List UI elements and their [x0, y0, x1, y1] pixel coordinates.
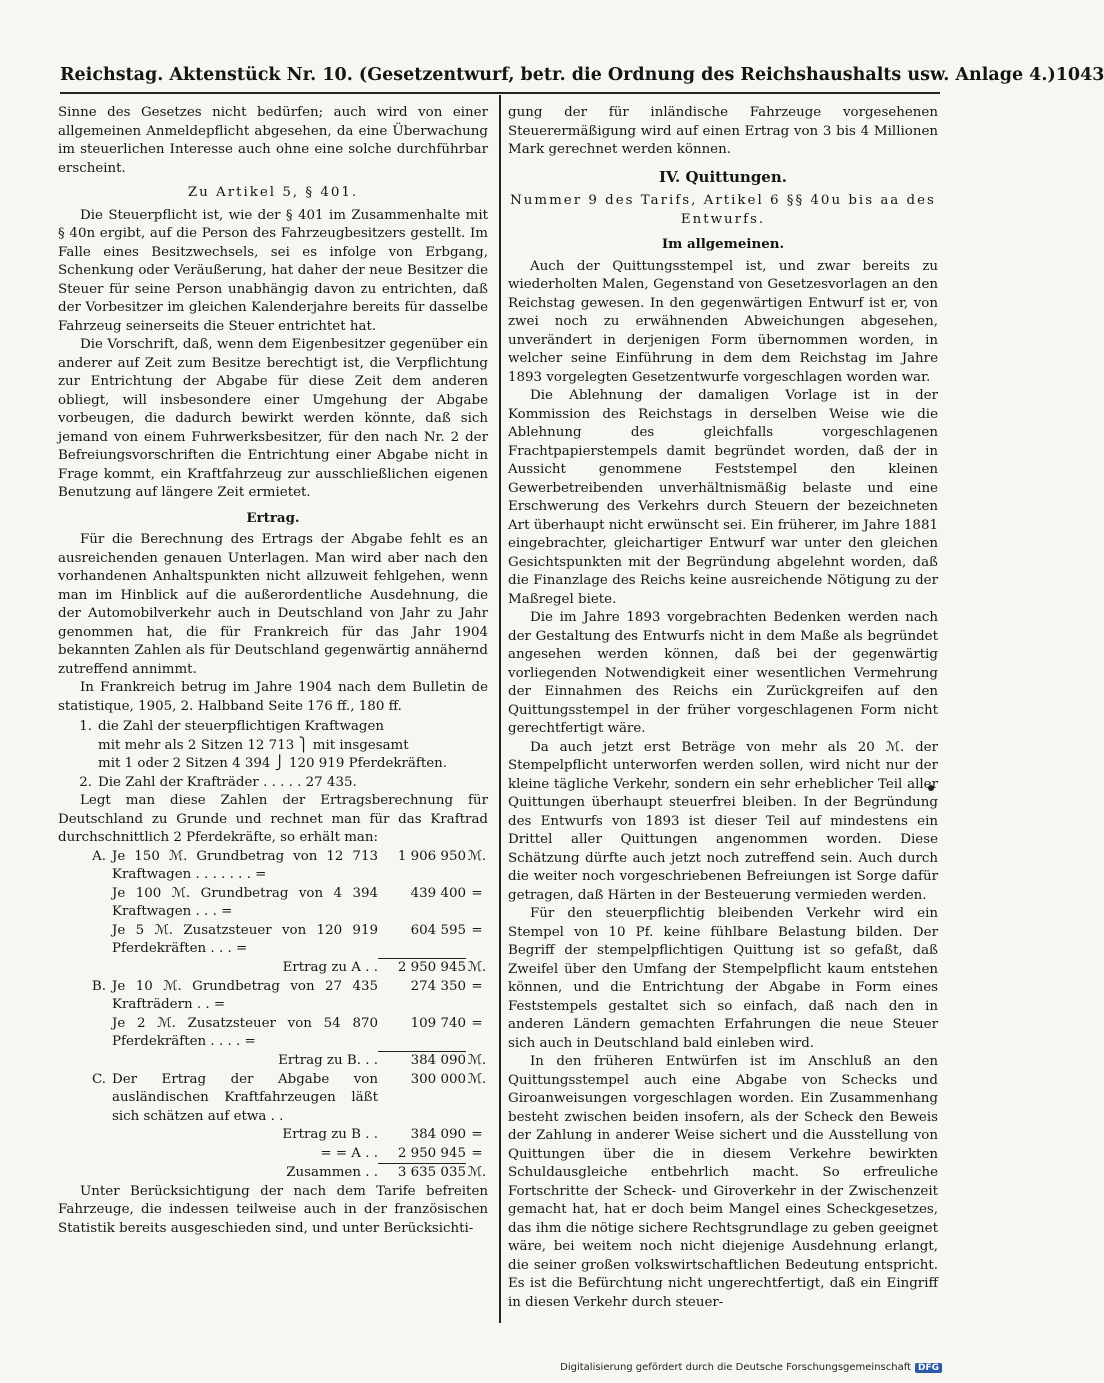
- calc-amount: 300 000: [410, 1071, 466, 1087]
- list-text: [98, 718, 447, 774]
- paragraph: Sinne des Gesetzes nicht bedürfen; auch wird von einer allgemeinen Anmeldepflicht abgesehen, da eine Überwachung im steuerlichen Interesse auch ohne eine solche durchführbar erscheint.: [58, 105, 488, 176]
- calc-currency: =: [471, 885, 483, 901]
- calc-amount: 1 906 950: [397, 848, 466, 864]
- calc-amount: 439 400: [410, 885, 466, 901]
- calc-row: [58, 885, 488, 922]
- calc-description: Je 100 ℳ. Grundbetrag von 4 394 Kraftwagen . . . =: [112, 885, 378, 919]
- calc-label: [58, 922, 112, 959]
- section-heading: Ertrag.: [246, 509, 300, 526]
- list-item: [58, 774, 488, 793]
- section-heading: Zu Artikel 5, § 401.: [187, 185, 359, 200]
- left-column: [58, 104, 488, 1238]
- calc-currency: ℳ.: [467, 848, 487, 864]
- list-number: 2.: [79, 774, 92, 790]
- column-divider: [499, 95, 501, 1323]
- right-column: [508, 104, 938, 1312]
- calc-amount: 3 635 035: [397, 1165, 466, 1180]
- calc-amount: 2 950 945: [397, 960, 466, 975]
- calc-description: Je 5 ℳ. Zusatzsteuer von 120 919 Pferdekräften . . . =: [112, 922, 378, 956]
- calc-row: [58, 1145, 488, 1164]
- calc-description: = = A . .: [320, 1145, 378, 1161]
- list-text: Die Zahl der Krafträder . . . . . 27 435.: [98, 774, 357, 790]
- calc-amount: 274 350: [410, 978, 466, 994]
- calc-currency: ℳ.: [467, 1164, 487, 1180]
- calc-label: [58, 1015, 112, 1052]
- statistics-list: [58, 718, 488, 792]
- calc-row: [58, 1126, 488, 1145]
- calc-amount: 604 595: [378, 922, 466, 959]
- paragraph: Die Ablehnung der damaligen Vorlage ist in der Kommission des Reichstags in derselben Weise wie die Ablehnung des gleichfalls vorgeschlagenen Frachtpapierstempels damit begründet worden, daß der in Aussicht genommene Feststempel den kleinen Gewerbetreibenden unverhältnismäßig belaste und eine Erschwerung des Verkehrs durch Steuern der bezeichneten Art überhaupt nicht erwünscht sei. Ein früherer, im Jahre 1881 eingebrachter, gleichartiger Entwurf war unter den gleichen Gesichtspunkten mit der Begründung abgelehnt worden, daß die Finanzlage des Reichs keine ausreichende Nötigung zu der Maßregel biete.: [508, 388, 938, 607]
- calc-amount: 384 090: [410, 1127, 466, 1142]
- calc-description: Der Ertrag der Abgabe von ausländischen Kraftfahrzeugen läßt sich schätzen auf etwa . .: [112, 1071, 378, 1124]
- calc-description: Ertrag zu B . .: [282, 1127, 378, 1142]
- paragraph: gung der für inländische Fahrzeuge vorgesehenen Steuerermäßigung wird auf einen Ertrag von 3 bis 4 Millionen Mark gerechnet werden können.: [508, 105, 938, 157]
- calc-label: B.: [91, 978, 106, 994]
- section-title: IV. Quittungen.: [659, 167, 787, 186]
- calc-row: [58, 978, 488, 1015]
- calc-currency: ℳ.: [467, 959, 487, 975]
- paragraph: In Frankreich betrug im Jahre 1904 nach dem Bulletin de statistique, 1905, 2. Halbband Seite 176 ff., 180 ff.: [58, 680, 488, 714]
- calc-label: C.: [91, 1071, 106, 1087]
- paragraph: Für den steuerpflichtig bleibenden Verkehr wird ein Stempel von 10 Pf. keine fühlbare Belastung bilden. Der Begriff der stempelpflichtigen Quittung ist so gefaßt, daß Zweifel über den Umfang der Stempelpflicht kaum entstehen können, und die Entrichtung der Abgabe in Form eines Feststempels gestaltet sich so einfach, daß nach den in anderen Ländern gemachten Erfahrungen die neue Steuer sich auch in Deutschland bald einleben wird.: [508, 906, 938, 1051]
- paragraph: In den früheren Entwürfen ist im Anschluß an den Quittungsstempel auch eine Abgabe von Schecks und Giroanweisungen vorgeschlagen worden. Ein Zusammenhang besteht zwischen beiden insofern, als der Scheck den Beweis der Zahlung in anderer Weise sichert und die Ausstellung von Quittungen über die in diesem Verkehre bewirkten Schuldausgleiche entbehrlich macht. So erfreuliche Fortschritte der Scheck- und Giroverkehr in der Zwischenzeit gemacht hat, hat er doch beim Mangel eines Scheckgesetzes, das ihm die nötige sichere Rechtsgrundlage zu geben geeignet wäre, bei weitem noch nicht diejenige Ausdehnung erlangt, die seiner großen volkswirtschaftlichen Bedeutung entspricht. Es ist die Befürchtung nicht ungerechtfertigt, daß ein Eingriff in diesen Verkehr durch steuer-: [508, 1054, 938, 1310]
- calc-currency: =: [471, 978, 483, 994]
- calc-description: Zusammen . .: [286, 1164, 378, 1180]
- paragraph: Die Steuerpflicht ist, wie der § 401 im Zusammenhalte mit § 40n ergibt, auf die Person des Fahrzeugbesitzers gestellt. Im Falle eines Besitzwechsels, sei es infolge von Erbgang, Schenkung oder Veräußerung, hat daher der neue Besitzer die Steuer für seine Person unabhängig davon zu entrichten, daß der Vorbesitzer im gleichen Kalenderjahre bereits für dasselbe Fahrzeug seinerseits die Steuer entrichtet hat.: [58, 207, 488, 334]
- calc-amount: 384 090: [410, 1053, 466, 1068]
- calc-currency: =: [471, 922, 483, 938]
- calc-row: [58, 1015, 488, 1052]
- calc-label: [58, 885, 112, 922]
- calc-label: A.: [92, 848, 106, 864]
- paragraph: Da auch jetzt erst Beträge von mehr als 20 ℳ. der Stempelpflicht unterworfen werden sollen, wird nicht nur der kleine tägliche Verkehr, sondern ein sehr erheblicher Teil aller Quittungen überhaupt steuerfrei bleiben. In der Begründung des Entwurfs von 1893 ist dieser Teil auf mindestens ein Drittel aller Quittungen angenommen worden. Diese Schätzung dürfte auch jetzt noch zutreffend sein. Auch durch die weiter noch vorgeschriebenen Befreiungen ist Sorge dafür getragen, daß Härten in der Besteuerung vermieden werden.: [508, 739, 938, 903]
- paragraph: Die Vorschrift, daß, wenn dem Eigenbesitzer gegenüber ein anderer auf Zeit zum Besitze berechtigt ist, die Verpflichtung zur Entrichtung der Abgabe für diese Zeit dem anderen obliegt, will insbesondere einer Umgehung der Abgabe vorbeugen, die dadurch bewirkt werden könnte, daß sich jemand von einem Fuhrwerksbesitzer, für den nach Nr. 2 der Befreiungsvorschriften die Entrichtung einer Abgabe nicht in Frage kommt, ein Kraftfahrzeug zur ausschließlichen eigenen Benutzung auf längere Zeit ermietet.: [58, 337, 488, 500]
- calc-row: [58, 959, 488, 978]
- calc-currency: ℳ.: [467, 1052, 487, 1068]
- paragraph: Legt man diese Zahlen der Ertragsberechnung für Deutschland zu Grunde und rechnet man für das Kraftrad durchschnittlich 2 Pferdekräfte, so erhält man:: [58, 793, 488, 845]
- page-number: 1043: [1055, 65, 1104, 85]
- calc-currency: =: [471, 1015, 483, 1031]
- calc-row: [58, 1052, 488, 1071]
- calc-label: [58, 1052, 112, 1071]
- calc-currency: =: [471, 1127, 483, 1142]
- calc-row: [58, 848, 488, 885]
- calc-description: Je 2 ℳ. Zusatzsteuer von 54 870 Pferdekräften . . . . =: [112, 1015, 378, 1049]
- dfg-logo: DFG: [915, 1363, 942, 1373]
- calc-amount: 109 740: [378, 1015, 466, 1052]
- calc-description: Ertrag zu B. . .: [278, 1052, 378, 1068]
- calc-description: Je 10 ℳ. Grundbetrag von 27 435 Krafträdern . . =: [112, 978, 378, 1012]
- revenue-calculation-table: [58, 848, 488, 1183]
- calc-label: [58, 1164, 112, 1183]
- digitization-footer: [560, 1362, 942, 1373]
- paragraph: Die im Jahre 1893 vorgebrachten Bedenken werden nach der Gestaltung des Entwurfs nicht in dem Maße als begründet angesehen werden können, daß bei der gegenwärtig vorliegenden Notwendigkeit einer wesentlichen Vermehrung der Einnahmen des Reichs ein Zurückgreifen auf den Quittungsstempel in der früher vorgeschlagenen Form nicht gerechtfertigt wäre.: [508, 610, 938, 736]
- calc-row: [58, 1164, 488, 1183]
- calc-label: [58, 1126, 112, 1145]
- list-line: mit mehr als 2 Sitzen 12 713 ⎫ mit insgesamt: [98, 737, 409, 753]
- paragraph: Unter Berücksichtigung der nach dem Tarife befreiten Fahrzeuge, die indessen teilweise auch in der französischen Statistik bereits ausgeschieden sind, und unter Berücksichti-: [58, 1183, 488, 1236]
- footer-text: Digitalisierung gefördert durch die Deutsche Forschungsgemeinschaft: [560, 1362, 911, 1373]
- header-title: Reichstag. Aktenstück Nr. 10. (Gesetzentwurf, betr. die Ordnung des Reichshaushalts usw. Anlage 4.): [60, 65, 1056, 85]
- header-rule: [60, 92, 940, 94]
- calc-currency: =: [471, 1145, 483, 1161]
- calc-description: Je 150 ℳ. Grundbetrag von 12 713 Kraftwagen . . . . . . . =: [112, 848, 378, 882]
- calc-label: [58, 1145, 112, 1164]
- list-line: mit 1 oder 2 Sitzen 4 394 ⎭ 120 919 Pferdekräften.: [98, 756, 448, 771]
- calc-currency: ℳ.: [467, 1071, 487, 1087]
- calc-row: [58, 922, 488, 959]
- list-item: [58, 718, 488, 774]
- paragraph: Auch der Quittungsstempel ist, und zwar bereits zu wiederholten Malen, Gegenstand von Gesetzesvorlagen an den Reichstag gewesen. In den gegenwärtigen Entwurf ist er, von zwei noch zu erwähnenden Abweichungen abgesehen, unverändert in derjenigen Form übernommen worden, in welcher seine Einführung in dem dem Reichstag im Jahre 1893 vorgelegten Gesetzentwurfe vorgeschlagen worden war.: [508, 258, 938, 385]
- list-line: die Zahl der steuerpflichtigen Kraftwagen: [98, 719, 385, 734]
- subsection-title: Nummer 9 des Tarifs, Artikel 6 §§ 40u bis aa des Entwurfs.: [510, 193, 936, 227]
- list-number: 1.: [79, 719, 92, 734]
- section-heading: Im allgemeinen.: [661, 236, 785, 252]
- running-header: [60, 58, 1104, 92]
- calc-description: Ertrag zu A . .: [282, 959, 378, 975]
- calc-row: [58, 1071, 488, 1127]
- paragraph: Für die Berechnung des Ertrags der Abgabe fehlt es an ausreichenden genauen Unterlagen. Man wird aber nach den vorhandenen Anhaltspunkten nicht allzuweit fehlgehen, wenn man im Hinblick auf die außerordentliche Ausdehnung, die der Automobilverkehr auch in Deutschland von Jahr zu Jahr genommen hat, die für Frankreich für das Jahr 1904 bekannten Zahlen als für Deutschland gegenwärtig annähernd zutreffend annimmt.: [58, 532, 488, 677]
- calc-label: [58, 959, 112, 978]
- calc-amount: 2 950 945: [378, 1145, 466, 1164]
